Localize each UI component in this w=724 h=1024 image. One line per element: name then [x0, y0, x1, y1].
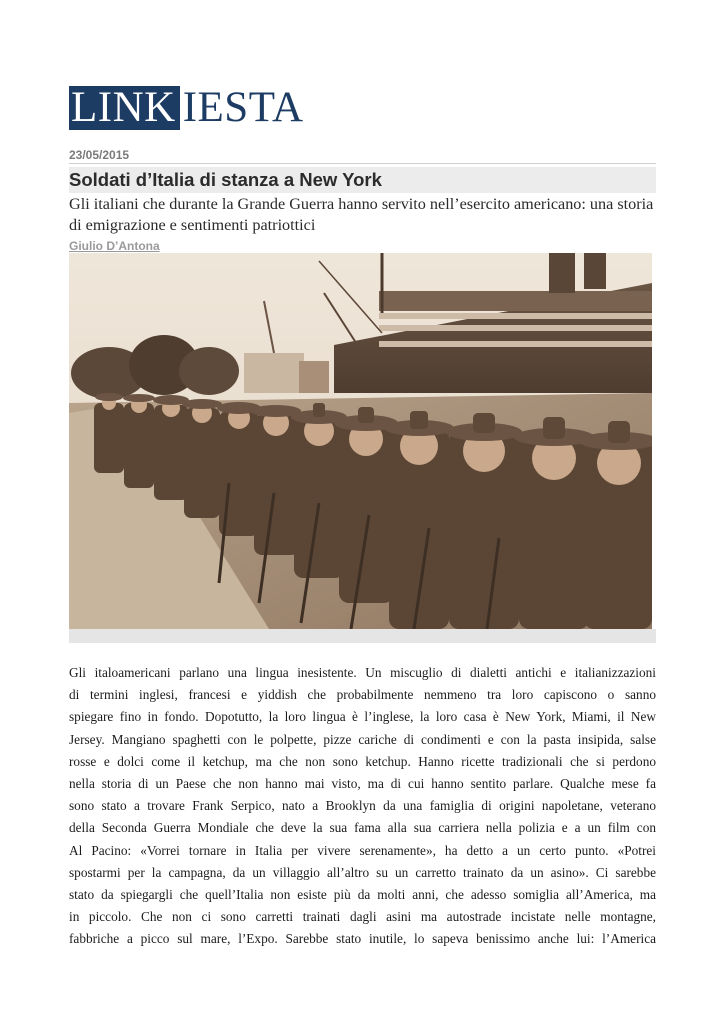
logo-iesta-text: IESTA — [182, 84, 304, 131]
article-photo — [69, 253, 652, 629]
body-line: di termini inglesi, francesi e yiddish che probabilmente nemmeno tra loro capiscono o sanno — [69, 687, 656, 703]
body-line: nella storia di un Paese che non hanno mai visto, ma di cui hanno sentito parlare. Qualche mese fa — [69, 776, 656, 792]
body-line: Al Pacino: «Vorrei tornare in Italia per vivere serenamente», ha detto a un certo punto. «Potrei — [69, 842, 656, 858]
body-line: spostarmi per la campagna, da un villaggio all’altro su un carretto trainato da un asino». Ci sarebbe — [69, 864, 656, 880]
author-link[interactable]: Giulio D’Antona — [69, 239, 160, 253]
article-subtitle: Gli italiani che durante la Grande Guerra hanno servito nell’esercito americano: una storia di emigrazione e sentimenti patriottici — [69, 195, 654, 234]
soldiers-photo-illustration — [69, 253, 652, 629]
article-date: 23/05/2015 — [69, 148, 130, 162]
body-line: spiegare fino in fondo. Dopotutto, la loro lingua è l’inglese, la loro casa è New York, Miami, il New — [69, 709, 656, 725]
body-line: fabbriche a picco sul mare, l’Expo. Sarebbe stato inutile, lo sapeva benissimo anche lui: l’America — [69, 931, 656, 947]
site-logo[interactable] — [69, 86, 304, 130]
article-body — [69, 662, 656, 951]
body-line: sono stato a trovare Frank Serpico, nato a Brooklyn da una famiglia di origini napoletane, veterano — [69, 798, 656, 814]
body-line: Gli italoamericani parlano una lingua inesistente. Un miscuglio di dialetti antichi e italianizzazioni — [69, 665, 656, 680]
body-line: Jersey. Mangiano spaghetti con le polpette, pizze cariche di condimenti e con la pasta insipida, salse — [69, 731, 656, 747]
body-line: della Seconda Guerra Mondiale che deve la sua fama alla sua carriera nella polizia e a un film con — [69, 820, 656, 836]
article-title: Soldati d’Italia di stanza a New York — [69, 169, 382, 190]
body-line: rosse e dolci come il ketchup, ma che non sono ketchup. Hanno ricette tradizionali che si perdono — [69, 753, 656, 769]
body-line: stato da spiegargli che quell’Italia non esiste più da molti anni, che adesso somiglia all’America, ma — [69, 887, 656, 903]
photo-caption-bar — [69, 629, 656, 643]
date-divider — [69, 163, 656, 164]
body-line: in piccolo. Che non ci sono carretti trainati dagli asini ma autostrade incistate nelle montagne, — [69, 909, 656, 925]
logo-link-box: LINK — [69, 86, 180, 130]
title-bar — [69, 167, 656, 193]
